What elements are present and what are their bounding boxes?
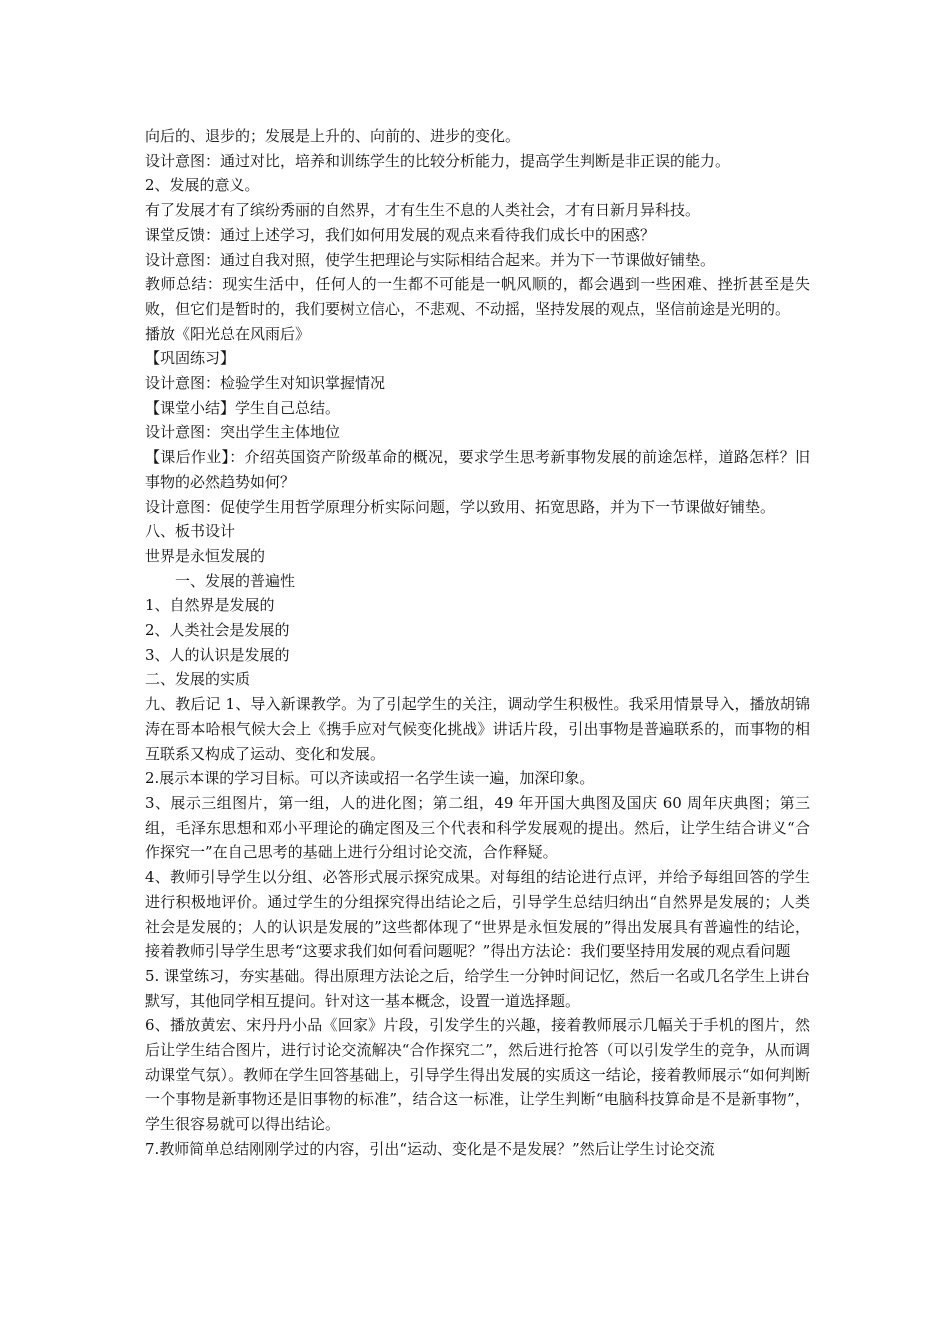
paragraph: 课堂反馈：通过上述学习，我们如何用发展的观点来看待我们成长中的困惑？ bbox=[145, 225, 656, 244]
paragraph: 7.教师简单总结刚刚学过的内容，引出“运动、变化是不是发展？”然后让学生讨论交流 bbox=[145, 1139, 715, 1158]
board-title: 世界是永恒发展的 bbox=[145, 546, 266, 565]
paragraph: 3、展示三组图片，第一组，人的进化图；第二组，49 年开国大典图及国庆 60 周年庆典图；第三组，毛泽东思想和邓小平理论的确定图及三个代表和科学发展观的提出。然后，让学生结合讲义“合作探究一”在自己思考的基础上进行分组讨论交流，合作释疑。 bbox=[145, 793, 810, 862]
paragraph: 有了发展才有了缤纷秀丽的自然界，才有生生不息的人类社会，才有日新月异科技。 bbox=[145, 201, 701, 220]
board-item: 二、发展的实质 bbox=[145, 670, 251, 689]
board-item: 3、人的认识是发展的 bbox=[145, 645, 290, 664]
board-item: 2、人类社会是发展的 bbox=[145, 621, 290, 640]
paragraph: 5. 课堂练习，夯实基础。得出原理方法论之后，给学生一分钟时间记忆，然后一名或几名学生上讲台默写，其他同学相互提问。针对这一基本概念，设置一道选择题。 bbox=[145, 966, 810, 1010]
section-heading: 八、板书设计 bbox=[145, 522, 236, 541]
paragraph: 播放《阳光总在风雨后》 bbox=[145, 324, 311, 343]
paragraph: 2、发展的意义。 bbox=[145, 176, 260, 195]
document-body bbox=[145, 124, 810, 1162]
paragraph: 设计意图：突出学生主体地位 bbox=[145, 423, 341, 442]
paragraph: 设计意图：通过自我对照，使学生把理论与实际相结合起来。并为下一节课做好铺垫。 bbox=[145, 250, 716, 269]
board-item: 1、自然界是发展的 bbox=[145, 596, 275, 615]
section-heading: 【巩固练习】 bbox=[145, 349, 236, 368]
board-item: 一、发展的普遍性 bbox=[175, 571, 296, 590]
section-heading: 【课堂小结】学生自己总结。 bbox=[145, 398, 341, 417]
paragraph: 教师总结：现实生活中，任何人的一生都不可能是一帆风顺的，都会遇到一些困难、挫折甚至是失败，但它们是暂时的，我们要树立信心，不悲观、不动摇，坚持发展的观点，坚信前途是光明的。 bbox=[145, 275, 810, 318]
paragraph: 2.展示本课的学习目标。可以齐读或招一名学生读一遍，加深印象。 bbox=[145, 769, 595, 788]
section-heading: 【课后作业】：介绍英国资产阶级革命的概况，要求学生思考新事物发展的前途怎样，道路怎样？旧事物的必然趋势如何？ bbox=[145, 448, 810, 491]
paragraph: 设计意图：通过对比，培养和训练学生的比较分析能力，提高学生判断是非正误的能力。 bbox=[145, 151, 731, 170]
paragraph: 设计意图：检验学生对知识掌握情况 bbox=[145, 374, 386, 393]
paragraph: 6、播放黄宏、宋丹丹小品《回家》片段，引发学生的兴趣，接着教师展示几幅关于手机的图片，然后让学生结合图片，进行讨论交流解决“合作探究二”，然后进行抢答（可以引发学生的竞争，从而调动课堂气氛）。教师在学生回答基础上，引导学生得出发展的实质这一结论，接着教师展示“如何判断一个事物是新事物还是旧事物的标准”，结合这一标准，让学生判断“电脑科技算命是不是新事物”，学生很容易就可以得出结论。 bbox=[145, 1016, 810, 1134]
paragraph: 设计意图：促使学生用哲学原理分析实际问题，学以致用、拓宽思路，并为下一节课做好铺垫。 bbox=[145, 497, 776, 516]
section-heading: 九、教后记 1、导入新课教学。为了引起学生的关注，调动学生积极性。我采用情景导入，播放胡锦涛在哥本哈根气候大会上《携手应对气候变化挑战》讲话片段，引出事物是普遍联系的，而事物的相互联系又构成了运动、变化和发展。 bbox=[145, 695, 810, 763]
paragraph: 向后的、退步的；发展是上升的、向前的、进步的变化。 bbox=[145, 127, 521, 145]
paragraph: 4、教师引导学生以分组、必答形式展示探究成果。对每组的结论进行点评，并给予每组回答的学生进行积极地评价。通过学生的分组探究得出结论之后，引导学生总结归纳出“自然界是发展的；人类社会是发展的；人的认识是发展的”这些都体现了“世界是永恒发展的”得出发展具有普遍性的结论，接着教师引导学生思考“这要求我们如何看问题呢？”得出方法论：我们要坚持用发展的观点看问题 bbox=[145, 868, 810, 961]
